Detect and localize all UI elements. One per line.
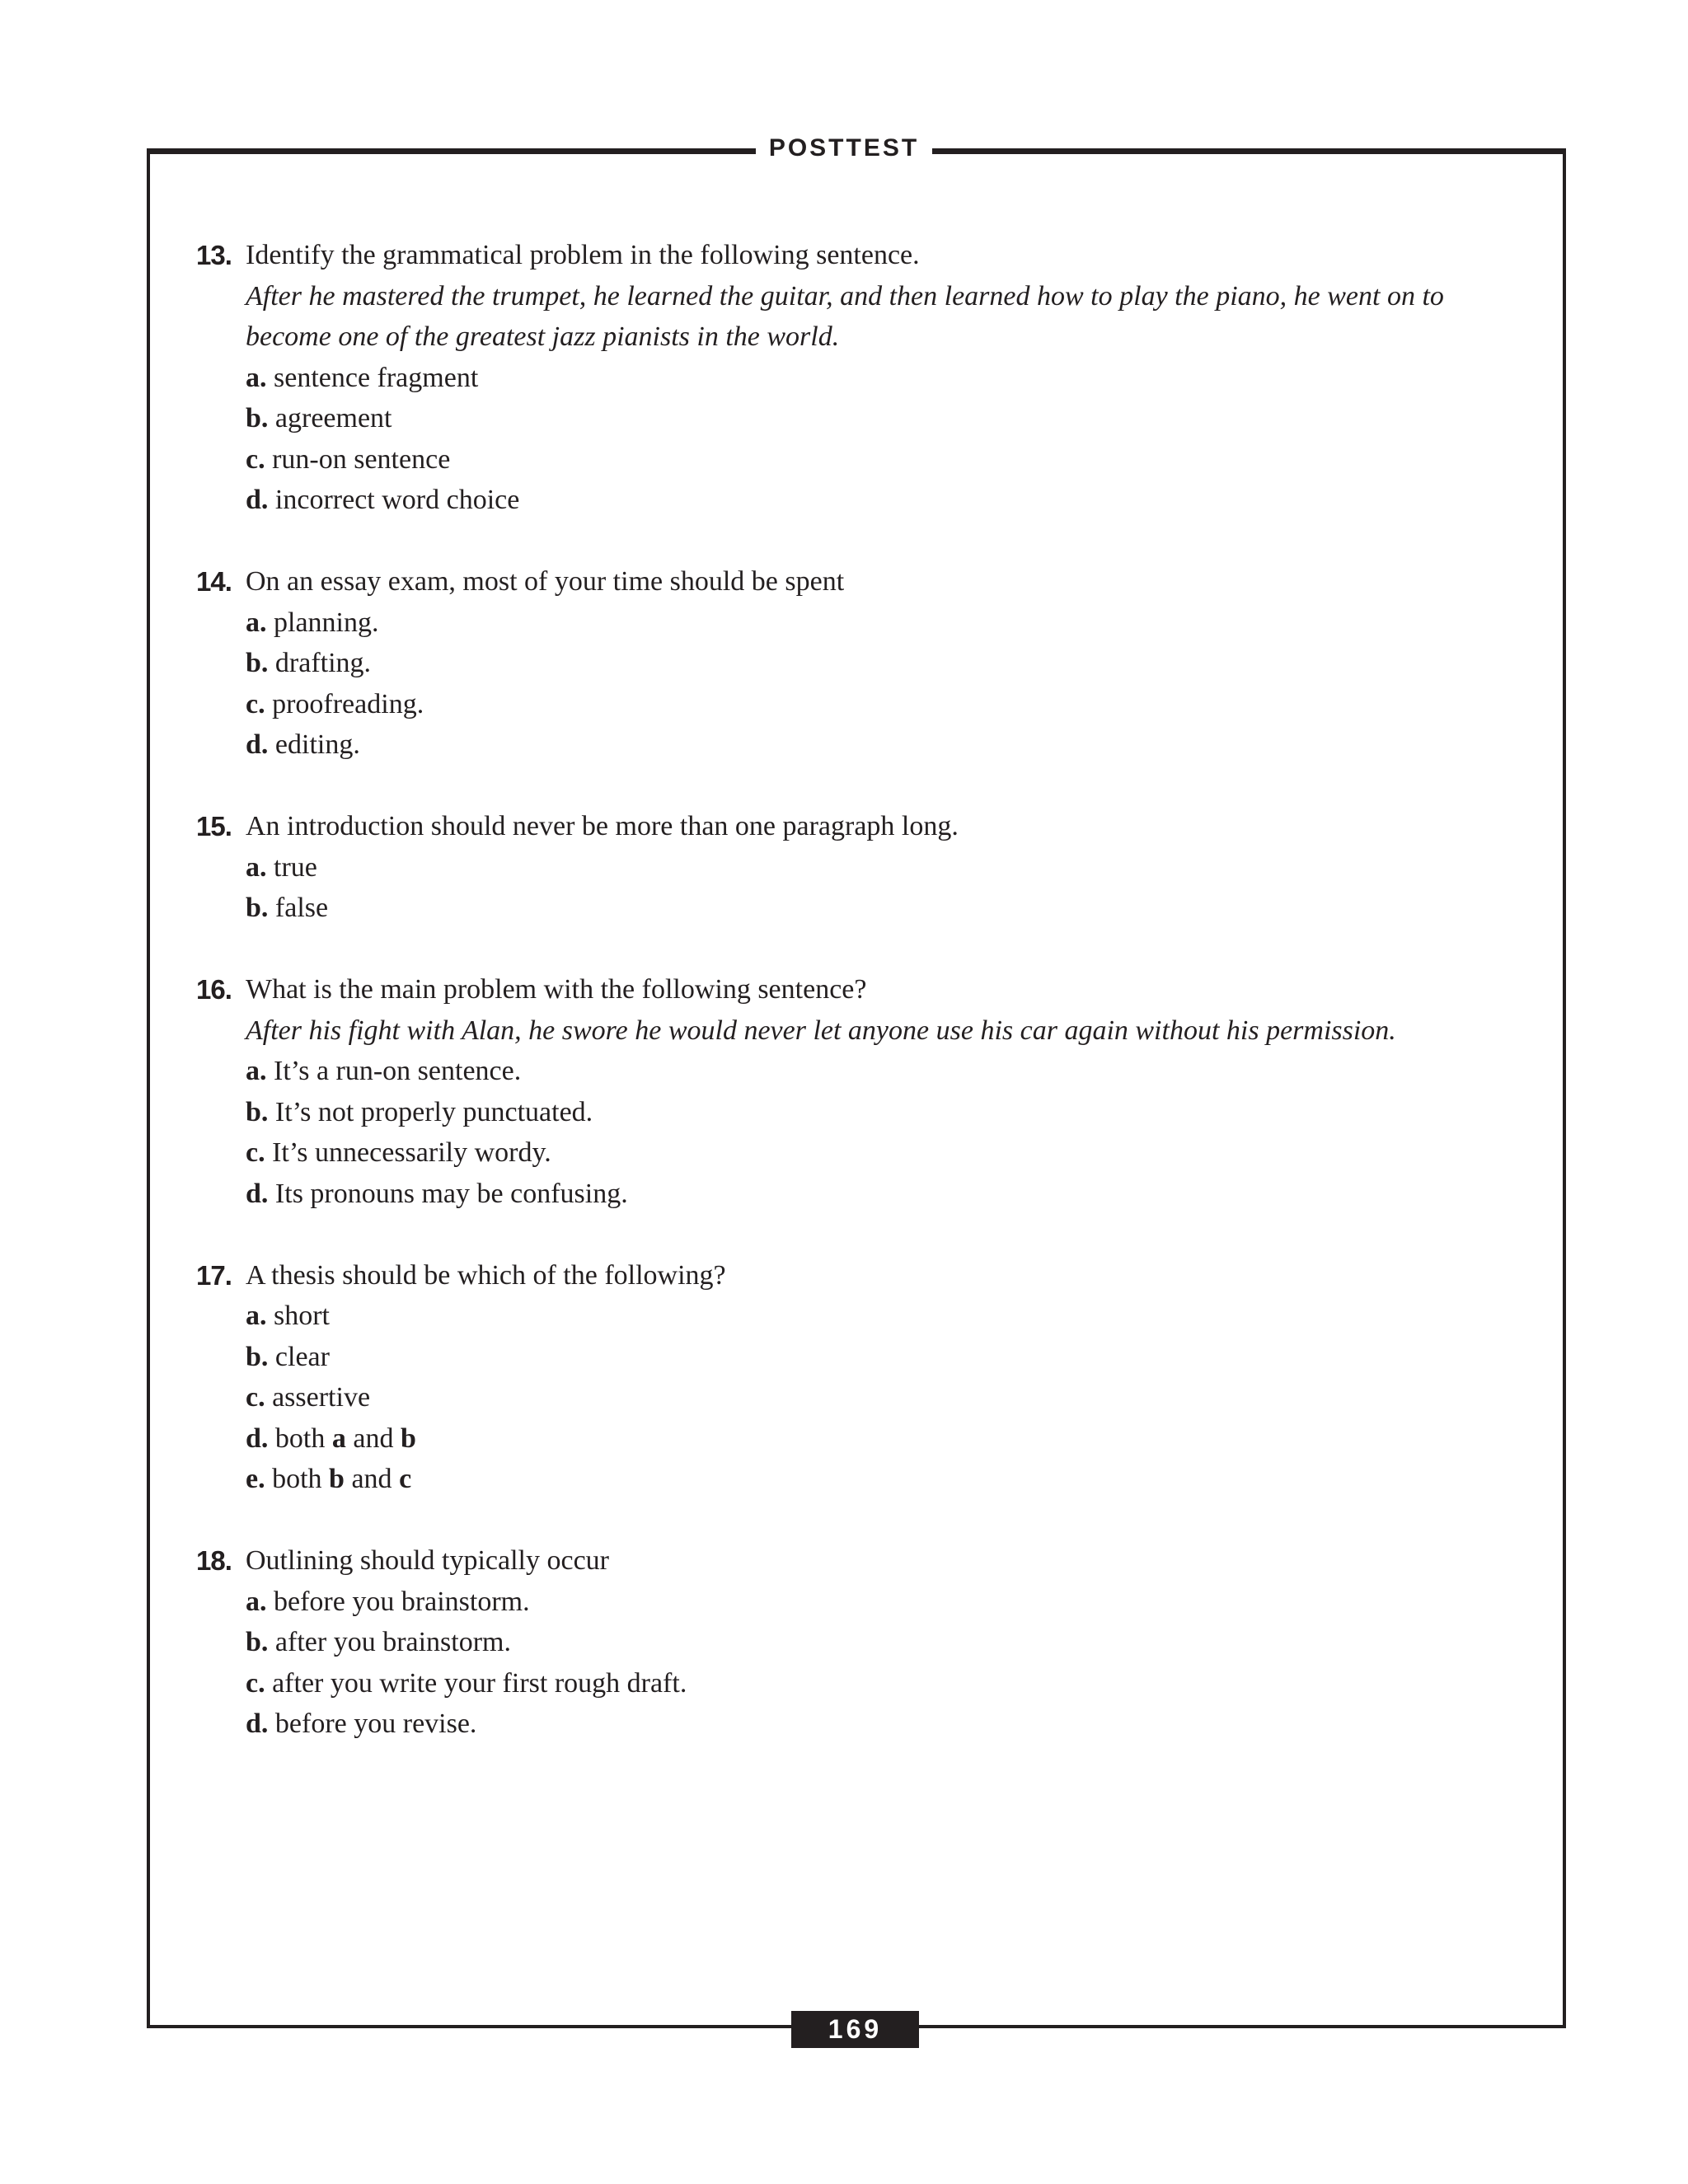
question-text: What is the main problem with the following sentence?: [246, 974, 867, 1005]
option-text: true: [274, 851, 317, 883]
option-d: [196, 1418, 1531, 1460]
page-number: 169: [791, 2011, 919, 2048]
option-a: [196, 1582, 1531, 1623]
question-stem: [196, 235, 1531, 276]
option-text: after you write your first rough draft.: [272, 1667, 687, 1699]
option-letter: e.: [246, 1464, 265, 1494]
option-ref: a: [331, 1422, 346, 1454]
option-letter: b.: [246, 893, 269, 923]
option-letter: b.: [246, 1341, 269, 1372]
option-text: run-on sentence: [272, 443, 451, 475]
option-text: Its pronouns may be confusing.: [274, 1178, 628, 1209]
option-letter: c.: [246, 688, 265, 719]
option-b: [196, 1092, 1531, 1133]
option-a: [196, 847, 1531, 888]
question-stem: [196, 969, 1531, 1010]
option-letter: d.: [246, 729, 269, 760]
question-stem: [196, 806, 1531, 847]
option-text: before you revise.: [274, 1708, 477, 1739]
question-16: [196, 969, 1531, 1214]
option-b: [196, 888, 1531, 929]
section-title: POSTTEST: [756, 134, 932, 163]
option-letter: c.: [246, 1667, 265, 1699]
option-letter: b.: [246, 403, 269, 434]
option-c: [196, 684, 1531, 725]
option-text: after you brainstorm.: [274, 1627, 511, 1657]
option-letter: c.: [246, 1382, 265, 1413]
option-b: [196, 1337, 1531, 1378]
option-text: clear: [274, 1341, 330, 1372]
option-d: [196, 1174, 1531, 1215]
option-text: editing.: [274, 729, 360, 760]
option-letter: d.: [246, 485, 269, 515]
question-stem: [196, 561, 1531, 602]
option-text: agreement: [274, 403, 392, 434]
option-ref: c: [399, 1464, 412, 1494]
question-number: 14.: [196, 566, 232, 597]
question-text: On an essay exam, most of your time should be spent: [246, 566, 845, 597]
option-letter: b.: [246, 1096, 269, 1127]
option-letter: c.: [246, 443, 265, 475]
option-text: incorrect word choice: [274, 485, 520, 515]
option-letter: d.: [246, 1422, 269, 1454]
option-letter: a.: [246, 851, 267, 883]
option-c: [196, 439, 1531, 480]
option-text: assertive: [272, 1382, 371, 1413]
question-13: [196, 235, 1531, 521]
question-number: 16.: [196, 974, 232, 1005]
option-text: drafting.: [274, 648, 372, 678]
option-ref: b: [329, 1464, 345, 1494]
option-letter: c.: [246, 1137, 265, 1168]
option-letter: a.: [246, 607, 267, 638]
example-sentence: After his fight with Alan, he swore he would never let anyone use his car again without his permission.: [246, 1015, 1396, 1046]
option-e: [196, 1459, 1531, 1500]
option-word-both: both: [274, 1422, 326, 1454]
question-18: [196, 1540, 1531, 1745]
question-stem: [196, 1255, 1531, 1296]
option-d: [196, 724, 1531, 766]
option-letter: b.: [246, 648, 269, 678]
question-stem: [196, 1540, 1531, 1582]
option-letter: a.: [246, 1056, 267, 1086]
question-number: 15.: [196, 811, 232, 841]
option-c: [196, 1132, 1531, 1174]
question-17: [196, 1255, 1531, 1500]
option-letter: a.: [246, 1586, 267, 1617]
question-number: 17.: [196, 1259, 232, 1291]
option-ref: b: [400, 1422, 416, 1454]
option-word-and: and: [351, 1464, 392, 1494]
option-d: [196, 480, 1531, 521]
option-text: short: [274, 1301, 330, 1331]
option-d: [196, 1704, 1531, 1745]
question-number: 13.: [196, 240, 232, 270]
option-text: It’s a run-on sentence.: [274, 1056, 522, 1086]
option-text: It’s not properly punctuated.: [274, 1096, 593, 1127]
option-text: proofreading.: [272, 688, 424, 719]
option-letter: a.: [246, 362, 267, 393]
option-letter: d.: [246, 1178, 269, 1209]
option-a: [196, 358, 1531, 399]
option-b: [196, 398, 1531, 439]
option-a: [196, 602, 1531, 644]
option-b: [196, 1622, 1531, 1663]
option-a: [196, 1051, 1531, 1092]
option-letter: b.: [246, 1627, 269, 1657]
option-text: sentence fragment: [274, 362, 479, 393]
question-text: Outlining should typically occur: [246, 1545, 609, 1576]
question-15: [196, 806, 1531, 929]
page-header: [0, 134, 1688, 163]
example-sentence: After he mastered the trumpet, he learned the guitar, and then learned how to play the piano, he went on to become one of the greatest jazz pianists in the world.: [246, 280, 1444, 352]
option-word-both: both: [272, 1464, 322, 1494]
option-letter: d.: [246, 1708, 269, 1739]
option-text: before you brainstorm.: [274, 1586, 530, 1617]
question-text: A thesis should be which of the following?: [246, 1259, 726, 1291]
option-text: false: [274, 893, 329, 923]
option-letter: a.: [246, 1301, 267, 1331]
question-text: An introduction should never be more than one paragraph long.: [246, 811, 959, 841]
question-list: [196, 235, 1531, 1785]
option-c: [196, 1663, 1531, 1704]
option-c: [196, 1377, 1531, 1418]
question-14: [196, 561, 1531, 766]
question-text: Identify the grammatical problem in the following sentence.: [246, 240, 920, 270]
option-b: [196, 643, 1531, 684]
option-text: planning.: [274, 607, 379, 638]
option-text: It’s unnecessarily wordy.: [272, 1137, 551, 1168]
option-a: [196, 1296, 1531, 1337]
question-number: 18.: [196, 1545, 232, 1576]
option-word-and: and: [353, 1422, 394, 1454]
